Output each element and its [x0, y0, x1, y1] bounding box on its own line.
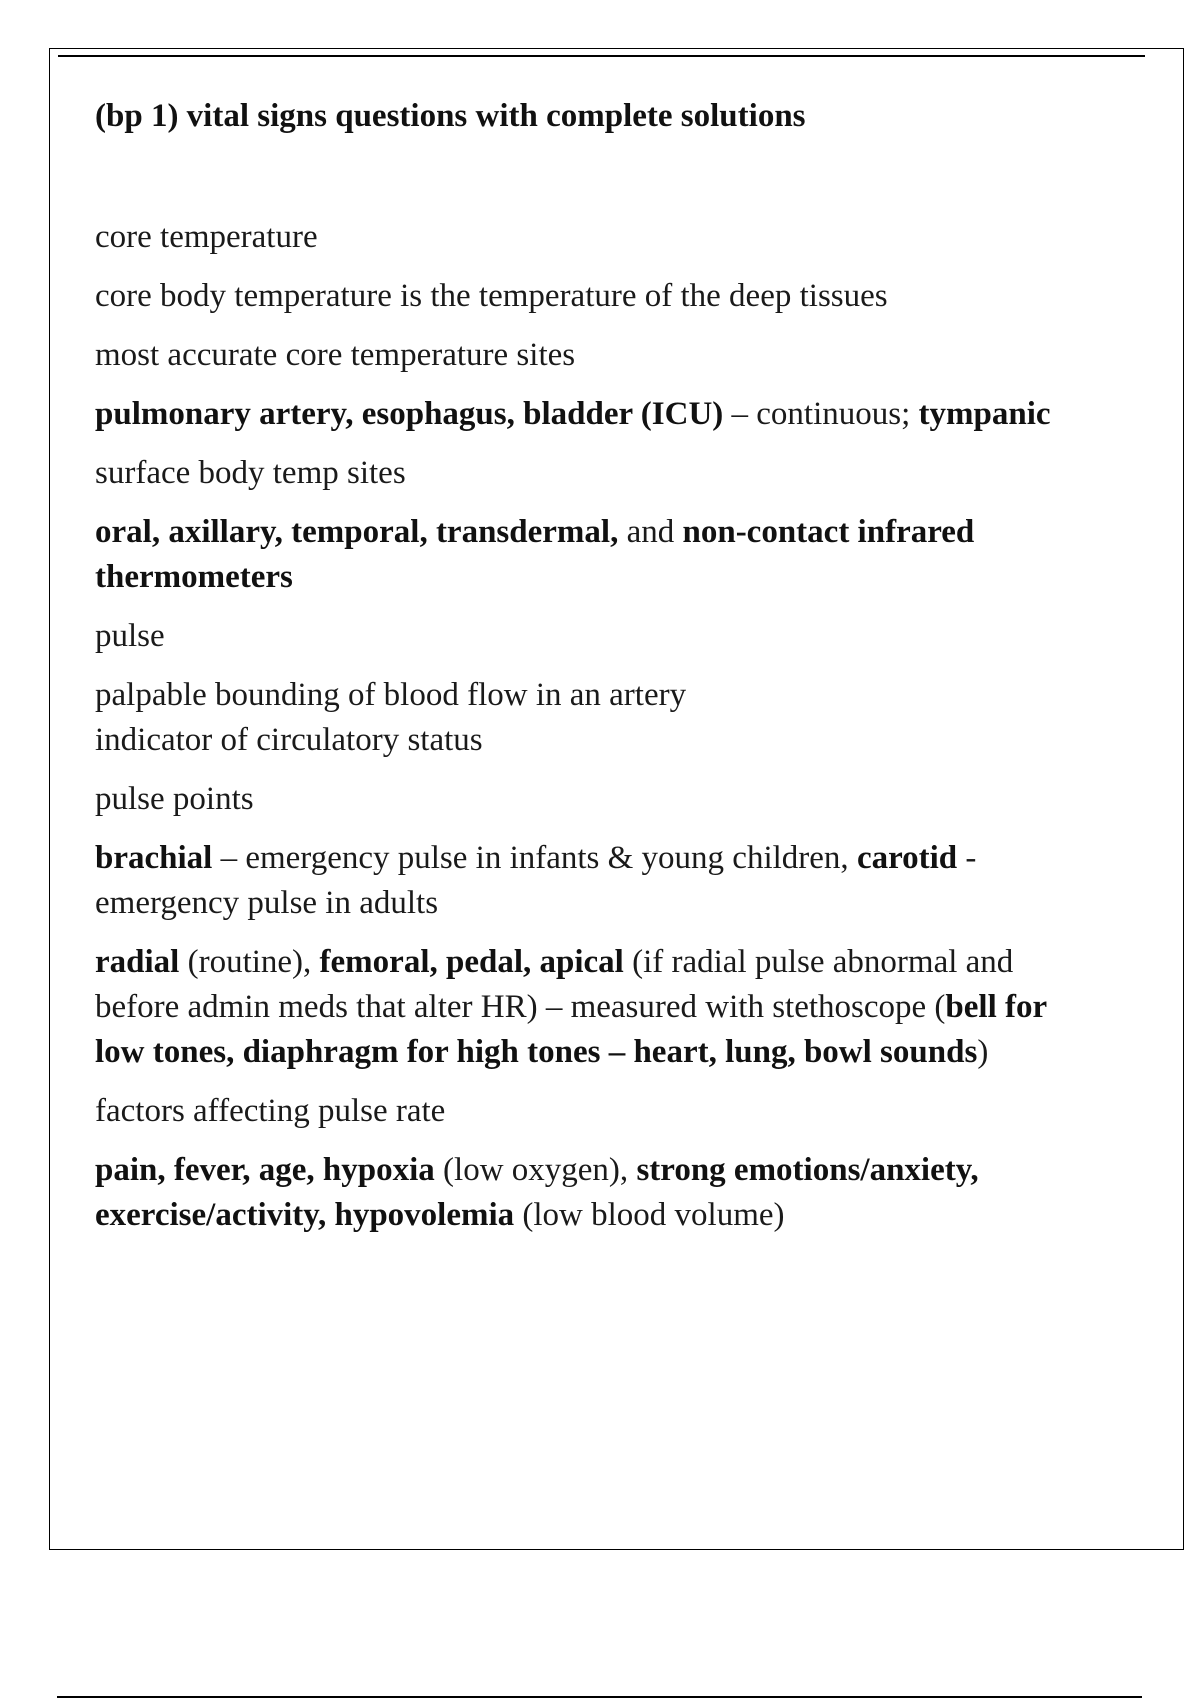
text-block [95, 451, 1095, 496]
document-title: (bp 1) vital signs questions with complete solutions [95, 98, 806, 134]
text-run: core temperature [95, 219, 318, 255]
bold-text: non-contact infrared thermometers [95, 514, 975, 595]
text-run: (low oxygen), [434, 1152, 637, 1188]
text-run: and [618, 514, 683, 550]
text-run: - emergency pulse in adults [95, 840, 977, 921]
document-content [95, 96, 1095, 1252]
text-block [95, 392, 1095, 437]
bold-text: pain, fever, age, hypoxia [95, 1152, 435, 1188]
text-block [95, 614, 1095, 659]
text-run: ) [977, 1034, 989, 1070]
bold-text: pulmonary artery, esophagus, bladder (ICU) [95, 396, 724, 432]
bold-text: strong emotions/anxiety, exercise/activity, hypovolemia [95, 1152, 979, 1233]
text-run: – emergency pulse in infants & young children, [212, 840, 857, 876]
text-run: (low blood volume) [514, 1197, 785, 1233]
text-block [95, 836, 1095, 926]
bold-text: oral, axillary, temporal, transdermal, [95, 514, 619, 550]
bold-text: tympanic [918, 396, 1051, 432]
page-bottom-rule [57, 1696, 1142, 1698]
bold-text: radial [95, 944, 180, 980]
text-run: pulse [95, 618, 165, 654]
text-block [95, 333, 1095, 378]
bold-text: brachial [95, 840, 213, 876]
text-run: pulse points [95, 781, 254, 817]
bold-text: bell for low tones, diaphragm for high tones – heart, lung, bowl sounds [95, 989, 1047, 1070]
text-run: – continuous; [723, 396, 919, 432]
frame-top-rule [58, 55, 1145, 57]
bold-text: carotid [856, 840, 958, 876]
text-block [95, 510, 1095, 600]
text-block [95, 274, 1095, 319]
text-run: factors affecting pulse rate [95, 1093, 446, 1129]
text-block [95, 777, 1095, 822]
text-run: (if radial pulse abnormal and before admin meds that alter HR) – measured with stethoscope ( [95, 944, 1014, 1025]
text-run: surface body temp sites [95, 455, 406, 491]
document-body [95, 215, 1095, 1238]
text-run: most accurate core temperature sites [95, 337, 576, 373]
text-block [95, 673, 1095, 763]
text-run: palpable bounding of blood flow in an artery [95, 677, 687, 713]
text-block [95, 1089, 1095, 1134]
text-block [95, 940, 1095, 1075]
text-run: (routine), [179, 944, 320, 980]
text-run: indicator of circulatory status [95, 722, 483, 758]
bold-text: femoral, pedal, apical [319, 944, 624, 980]
text-block [95, 1148, 1095, 1238]
text-block [95, 215, 1095, 260]
text-run: core body temperature is the temperature of the deep tissues [95, 278, 888, 314]
